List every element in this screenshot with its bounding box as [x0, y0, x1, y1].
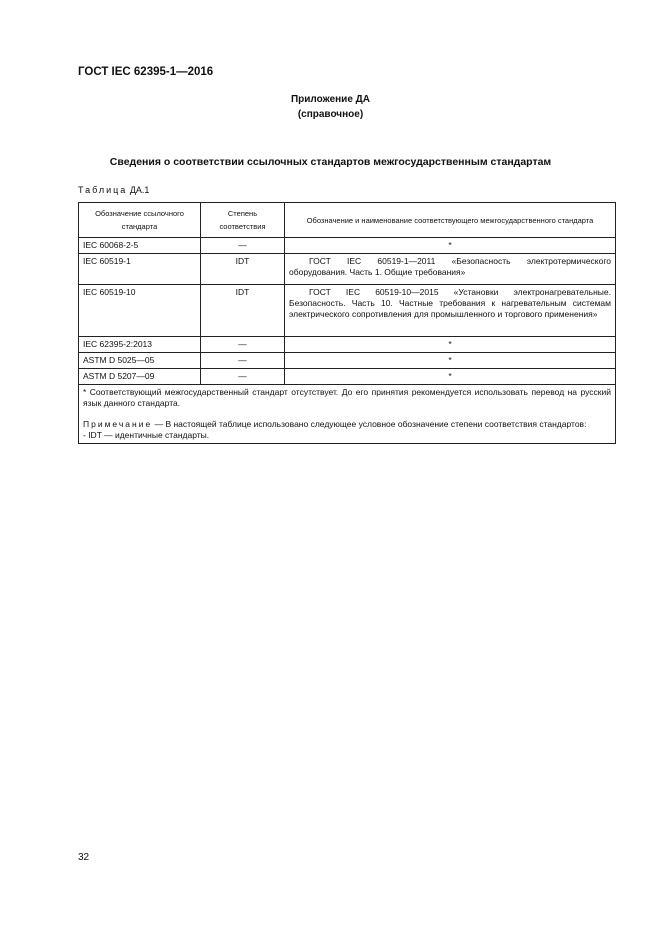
column-header-standard: Обозначение и наименование соответствующего межгосударственного стандарта: [285, 203, 616, 238]
cell-standard-text: ГОСТ IEC 60519-1—2011 «Безопасность электротермического оборудования. Часть 1. Общие требования»: [289, 256, 611, 277]
cell-ref: IEC 60519-1: [79, 254, 201, 285]
cell-standard: *: [285, 238, 616, 254]
cell-ref: ASTM D 5207—09: [79, 369, 201, 385]
table-row: [79, 285, 616, 337]
annex-title: Приложение ДА: [290, 94, 371, 105]
cell-ref: IEC 62395-2:2013: [79, 337, 201, 353]
cell-ref: IEC 60519-10: [79, 285, 201, 337]
cell-standard: *: [285, 369, 616, 385]
cell-degree: —: [201, 353, 285, 369]
note-item: - IDT — идентичные стандарты.: [83, 430, 210, 440]
table-caption: [78, 185, 149, 195]
cell-degree: —: [201, 337, 285, 353]
cell-standard: *: [285, 353, 616, 369]
cell-standard-text: ГОСТ IEC 60519-10—2015 «Установки электронагревательные. Безопасность. Часть 10. Частные требования к нагревательным системам электрического сопротивления для промышленного и торгового применения»: [289, 287, 611, 319]
table-row: [79, 337, 616, 353]
column-header-degree: Степень соответствия: [201, 203, 285, 238]
cell-degree: IDT: [201, 285, 285, 337]
cell-standard: [285, 285, 616, 337]
correspondence-table: [78, 202, 616, 444]
table-row: [79, 238, 616, 254]
page-number: 32: [78, 852, 90, 863]
table-caption-id: ДА.1: [129, 185, 150, 195]
note-label: Примечание: [83, 419, 153, 429]
table-row: [79, 369, 616, 385]
cell-degree: —: [201, 369, 285, 385]
cell-standard: *: [285, 337, 616, 353]
table-caption-prefix: Таблица: [78, 185, 128, 195]
cell-ref: IEC 60068-2-5: [79, 238, 201, 254]
cell-ref: ASTM D 5025—05: [79, 353, 201, 369]
cell-standard: [285, 254, 616, 285]
table-notes-row: [79, 385, 616, 444]
table-footnote: * Соответствующий межгосударственный стандарт отсутствует. До его принятия рекомендуется использовать перевод на русский язык данного стандарта.: [83, 387, 611, 408]
annex-subtitle: (справочное): [297, 109, 364, 120]
table-notes: [79, 385, 616, 444]
column-header-ref: Обозначение ссылочного стандарта: [79, 203, 201, 238]
table-note: [83, 419, 611, 430]
table-row: [79, 254, 616, 285]
table-header-row: [79, 203, 616, 238]
section-heading: Сведения о соответствии ссылочных стандартов межгосударственным стандартам: [109, 156, 552, 168]
cell-degree: —: [201, 238, 285, 254]
annex-header: [0, 92, 661, 122]
table-row: [79, 353, 616, 369]
document-code: ГОСТ IEC 62395-1—2016: [78, 66, 214, 78]
note-text: — В настоящей таблице использовано следующее условное обозначение степени соответствия стандартов:: [154, 419, 587, 429]
cell-degree: IDT: [201, 254, 285, 285]
